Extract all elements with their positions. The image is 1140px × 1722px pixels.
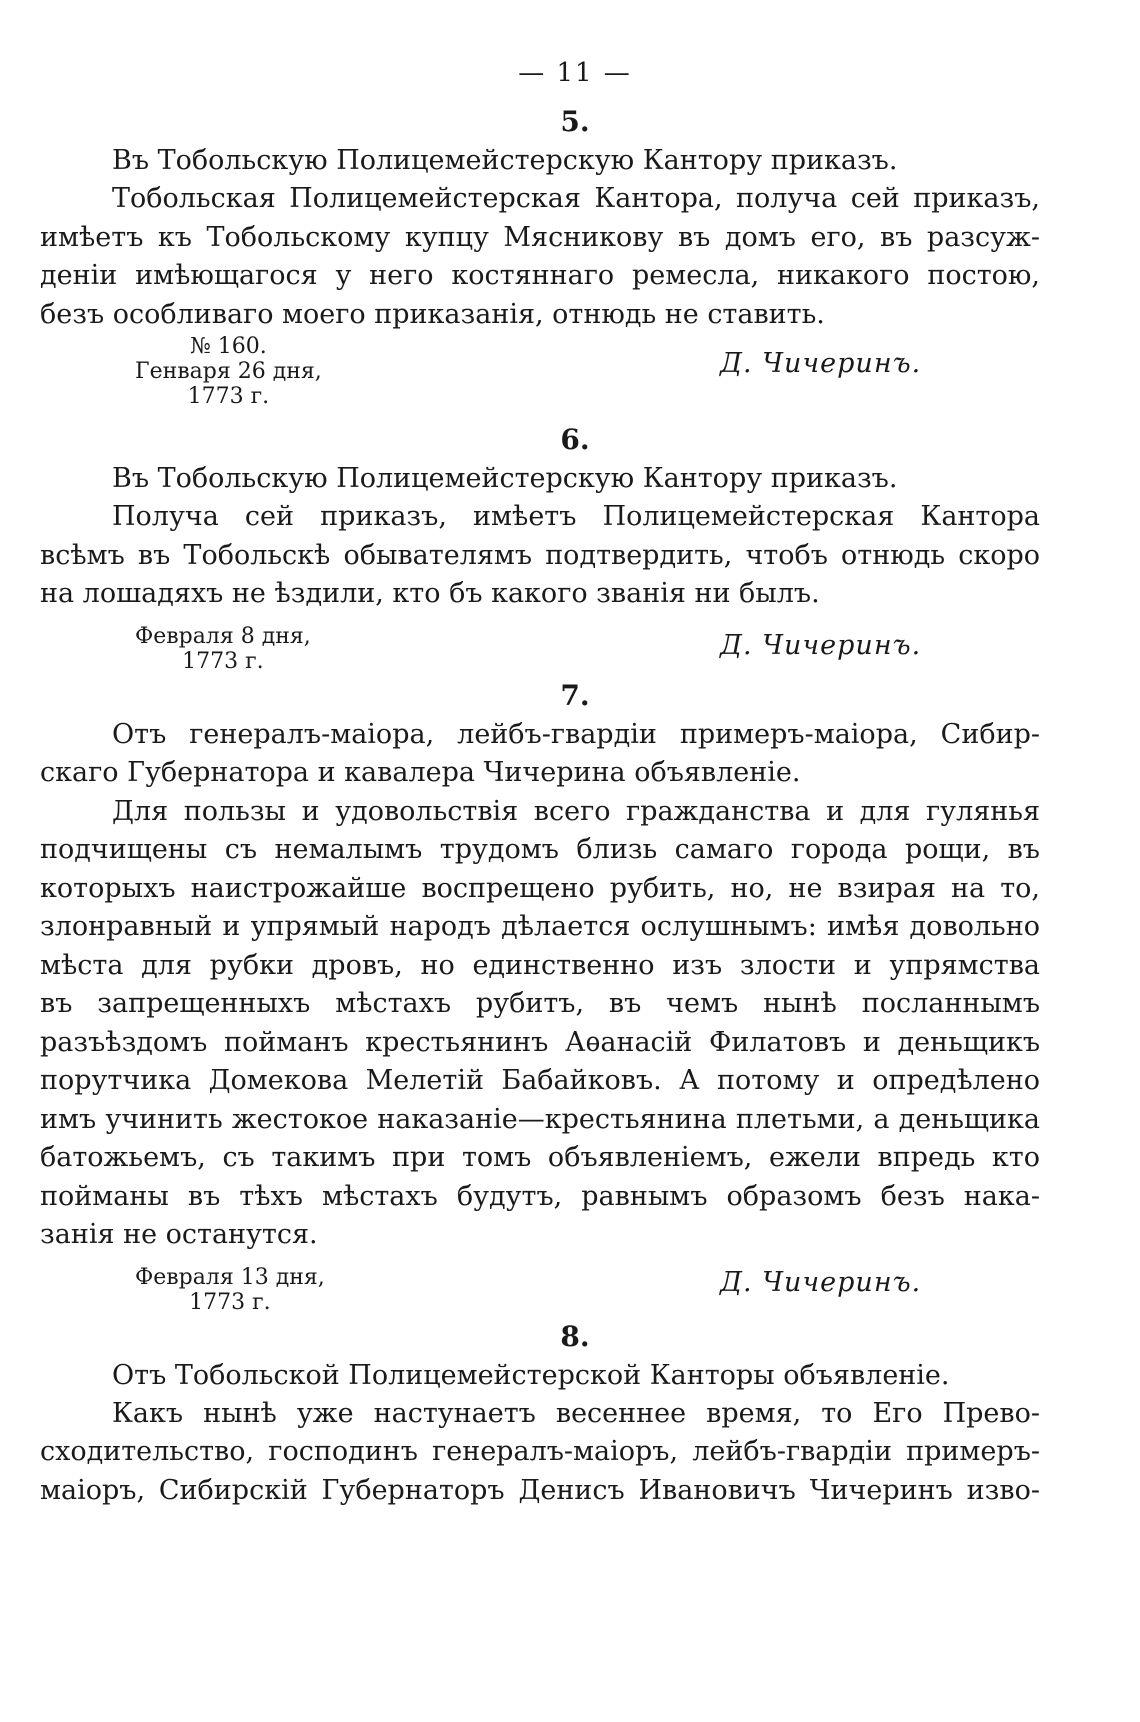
paragraph-line: Для пользы и удовольствія всего гражданства и для гулянья: [112, 795, 1040, 827]
year-line: 1773 г.: [182, 648, 264, 674]
signature-row: [40, 334, 1040, 420]
paragraph-line: злонравный и упрямый народъ дѣлается ослушнымъ: имѣя довольно: [40, 911, 1040, 942]
heading-line: скаго Губернатора и кавалера Чичерина объявленіе.: [40, 757, 801, 788]
paragraph-line: всѣмъ въ Тобольскѣ обывателямъ подтвердить, чтобъ отнюдь скоро: [40, 539, 1040, 571]
paragraph-line: разъѣздомъ пойманъ крестьянинъ Аѳанасій Филатовъ и деньщикъ: [40, 1026, 1040, 1058]
paragraph-line: въ запрещенныхъ мѣстахъ рубитъ, въ чемъ нынѣ посланнымъ: [40, 988, 1040, 1019]
section-number: 7.: [560, 678, 590, 712]
paragraph-line: Получа сей приказъ, имѣетъ Полицемейстерская Кантора: [112, 501, 1040, 532]
section-6: [40, 420, 1040, 676]
paragraph-line: пойманы въ тѣхъ мѣстахъ будутъ, равнымъ образомъ безъ нака-: [40, 1180, 1040, 1212]
section-number: 5.: [560, 105, 590, 138]
date-block: [135, 1265, 325, 1315]
signature: Д. Чичеринъ.: [720, 348, 922, 379]
signature-row: [40, 614, 1040, 676]
paragraph-line: Тобольская Полицемейстерская Кантора, получа сей приказъ,: [112, 183, 1040, 214]
signature: Д. Чичеринъ.: [720, 1266, 922, 1298]
paragraph-line: имѣетъ къ Тобольскому купцу Мясникову въ домъ его, въ разсуж-: [40, 221, 1040, 253]
date-block: [135, 334, 322, 409]
section-7: [40, 676, 1040, 1317]
section-number: 8.: [560, 1319, 590, 1353]
paragraph-line: имъ учинить жестокое наказаніе—крестьянина плетьми, а деньщика: [40, 1103, 1040, 1135]
section-heading: Отъ Тобольской Полицемейстерской Канторы объявленіе.: [112, 1359, 950, 1391]
section-5: [40, 102, 1040, 420]
section-heading: Въ Тобольскую Полицемейстерскую Кантору приказъ.: [112, 463, 898, 494]
paragraph-line: занія не останутся.: [40, 1219, 318, 1250]
section-heading: [40, 716, 1040, 793]
document-number: № 160.: [189, 334, 267, 359]
paragraph-line: подчищены съ немалымъ трудомъ близь самаго города рощи, въ: [40, 834, 1040, 865]
date-line: Февраля 8 дня,: [135, 623, 311, 649]
section-number: 6.: [560, 423, 590, 456]
heading-line: Отъ генералъ-маіора, лейбъ-гвардіи примеръ-маіора, Сибир-: [112, 718, 1040, 750]
signature: Д. Чичеринъ.: [720, 629, 922, 661]
year-line: 1773 г.: [189, 1289, 271, 1315]
paragraph-line: порутчика Домекова Мелетій Бабайковъ. А потому и опредѣлено: [40, 1065, 1040, 1096]
paragraph-line: сходительство, господинъ генералъ-маіоръ, лейбъ-гвардіи примеръ-: [40, 1436, 1040, 1467]
date-block: [135, 624, 311, 674]
paragraph-line: Какъ нынѣ уже настунаетъ весеннее время, то Его Прево-: [112, 1397, 1040, 1429]
paragraph-line: батожьемъ, съ такимъ при томъ объявленіемъ, ежели впредь кто: [40, 1142, 1040, 1173]
date-line: Генваря 26 дня,: [135, 359, 322, 384]
section-paragraph: [40, 1395, 1040, 1511]
paragraph-line: мѣста для рубки дровъ, но единственно изъ злости и упрямства: [40, 949, 1040, 981]
section-paragraph: [40, 793, 1040, 1255]
date-line: Февраля 13 дня,: [135, 1264, 325, 1290]
document-page: [40, 58, 1040, 1510]
paragraph-line: маіоръ, Сибирскій Губернаторъ Денисъ Ивановичъ Чичеринъ изво-: [40, 1474, 1040, 1506]
section-paragraph: [40, 498, 1040, 614]
year-line: 1773 г.: [187, 384, 270, 409]
signature-row: [40, 1255, 1040, 1317]
section-heading: Въ Тобольскую Полицемейстерскую Кантору приказъ.: [112, 145, 898, 176]
section-paragraph: [40, 180, 1040, 334]
paragraph-line: безъ особливаго моего приказанія, отнюдь не ставить.: [40, 298, 825, 330]
paragraph-line: которыхъ наистрожайше воспрещено рубить, но, не взирая на то,: [40, 872, 1040, 904]
section-8: [40, 1317, 1040, 1511]
paragraph-line: деніи имѣющагося у него костяннаго ремесла, никакого постою,: [40, 260, 1040, 291]
page-number: — 11 —: [518, 58, 632, 88]
paragraph-line: на лошадяхъ не ѣздили, кто бъ какого званія ни былъ.: [40, 578, 820, 609]
